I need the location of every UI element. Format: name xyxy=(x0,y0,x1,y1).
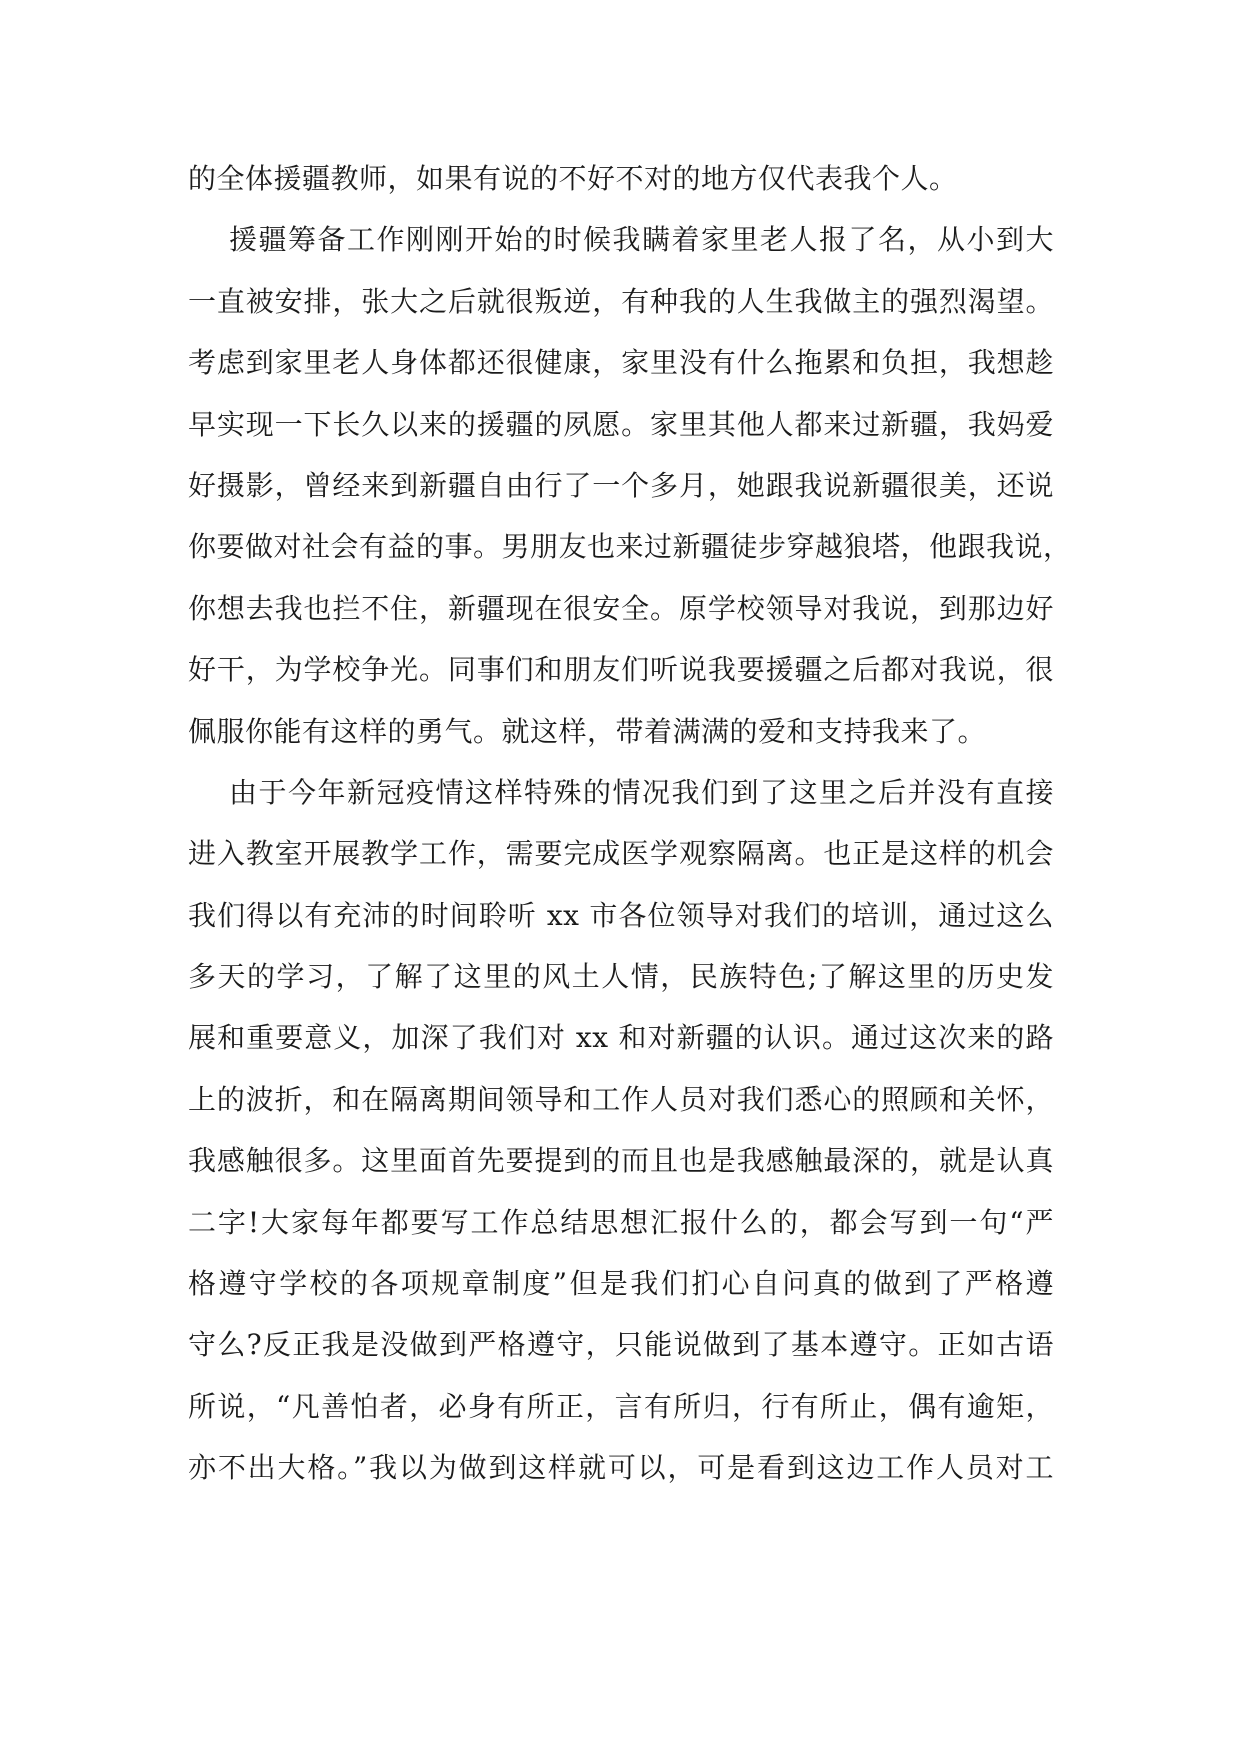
text-line: 进入教室开展教学工作，需要完成医学观察隔离。也正是这样的机会 xyxy=(188,837,1054,871)
text-line: 佩服你能有这样的勇气。就这样，带着满满的爱和支持我来了。 xyxy=(188,714,987,748)
text-line: 考虑到家里老人身体都还很健康，家里没有什么拖累和负担，我想趁 xyxy=(188,346,1054,380)
text-line: 二字!大家每年都要写工作总结思想汇报什么的，都会写到一句“严 xyxy=(188,1205,1054,1239)
paragraph-first-line: 由于今年新冠疫情这样特殊的情况我们到了这里之后并没有直接 xyxy=(229,775,1054,809)
text-line: 所说，“凡善怕者，必身有所正，言有所归，行有所止，偶有逾矩， xyxy=(188,1389,1054,1423)
text-line: 守么?反正我是没做到严格遵守，只能说做到了基本遵守。正如古语 xyxy=(188,1328,1054,1362)
text-line: 我感触很多。这里面首先要提到的而且也是我感触最深的，就是认真 xyxy=(188,1144,1054,1178)
text-line: 我们得以有充沛的时间聆听 xx 市各位领导对我们的培训，通过这么 xyxy=(188,898,1054,932)
text-line: 你想去我也拦不住，新疆现在很安全。原学校领导对我说，到那边好 xyxy=(188,591,1054,625)
text-line: 亦不出大格。”我以为做到这样就可以，可是看到这边工作人员对工 xyxy=(188,1451,1054,1485)
text-line: 多天的学习，了解了这里的风土人情，民族特色;了解这里的历史发 xyxy=(188,960,1054,994)
text-line: 的全体援疆教师，如果有说的不好不对的地方仅代表我个人。 xyxy=(188,162,958,195)
text-line: 好摄影，曾经来到新疆自由行了一个多月，她跟我说新疆很美，还说 xyxy=(188,468,1054,502)
text-line: 格遵守学校的各项规章制度”但是我们扪心自问真的做到了严格遵 xyxy=(188,1267,1054,1301)
document-body xyxy=(188,148,1072,1499)
paragraph-first-line: 援疆筹备工作刚刚开始的时候我瞒着家里老人报了名，从小到大 xyxy=(229,223,1054,257)
text-line: 好干，为学校争光。同事们和朋友们听说我要援疆之后都对我说，很 xyxy=(188,653,1054,687)
text-line: 展和重要意义，加深了我们对 xx 和对新疆的认识。通过这次来的路 xyxy=(188,1021,1054,1055)
text-line: 你要做对社会有益的事。男朋友也来过新疆徒步穿越狼塔，他跟我说， xyxy=(188,530,1072,564)
text-line: 一直被安排，张大之后就很叛逆，有种我的人生我做主的强烈渴望。 xyxy=(188,284,1054,318)
text-line: 早实现一下长久以来的援疆的夙愿。家里其他人都来过新疆，我妈爱 xyxy=(188,407,1054,441)
text-line: 上的波折，和在隔离期间领导和工作人员对我们悉心的照顾和关怀， xyxy=(188,1082,1054,1116)
